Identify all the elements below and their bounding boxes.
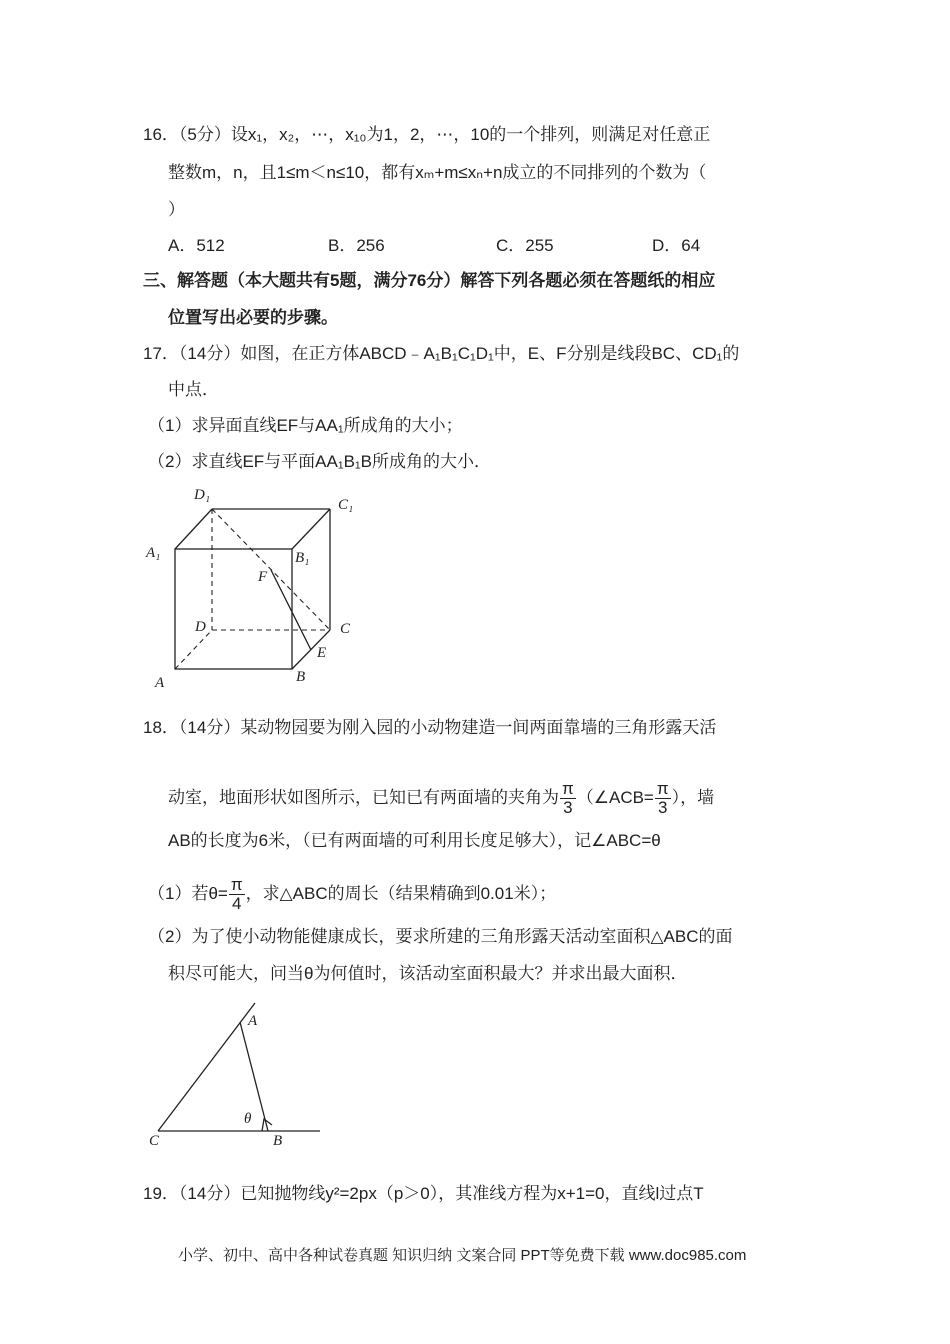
label-e: E	[317, 645, 327, 661]
denominator: 3	[657, 798, 668, 817]
denominator: 3	[563, 798, 573, 817]
label-b1: B₁	[295, 550, 310, 566]
numerator: π	[656, 779, 669, 798]
option-d: D．64	[652, 236, 701, 255]
q18-line3: AB的长度为6米，（已有两面墙的可利用长度足够大），记∠ABC=θ	[168, 831, 661, 850]
q18-part1-text: （1）若θ=	[148, 883, 228, 903]
option-c: C．255	[496, 236, 554, 255]
q18-part2-line1: （2）为了使小动物能健康成长，要求所建的三角形露天活动室面积△ABC的面	[148, 927, 733, 946]
section3-heading-cont: 位置写出必要的步骤。	[168, 308, 338, 327]
label-c: C	[149, 1133, 160, 1149]
label-d: D	[195, 619, 206, 635]
numerator: π	[230, 875, 243, 894]
label-d1: D₁	[194, 487, 211, 503]
label-c: C	[340, 621, 351, 637]
denominator: 4	[231, 894, 242, 913]
label-f: F	[258, 569, 268, 585]
label-a: A	[248, 1013, 258, 1029]
q16-line3: ）	[168, 200, 185, 219]
q16-line2: 整数m，n，且1≤m＜n≤10，都有xₘ+m≤xₙ+n成立的不同排列的个数为（	[168, 163, 707, 182]
label-c1: C₁	[338, 497, 354, 513]
label-a1: A₁	[146, 545, 161, 561]
label-b: B	[273, 1133, 283, 1149]
q18-part1-text-b: ，求△ABC的周长（结果精确到0.01米）；	[245, 883, 557, 903]
option-a: A．512	[168, 236, 225, 255]
q18-line2-text: 动室，地面形状如图所示，已知已有两面墙的夹角为	[168, 787, 559, 807]
label-a: A	[155, 675, 165, 691]
q17-line2: 中点．	[168, 380, 219, 399]
q19-line1: 19．（14分）已知抛物线y²=2px（p＞0），其准线方程为x+1=0，直线l过点T	[143, 1184, 704, 1203]
q16-line1: 16．（5分）设x₁，x₂，⋯，x₁₀为1，2，⋯，10的一个排列，则满足对任意正	[143, 125, 711, 144]
numerator: π	[562, 779, 574, 798]
option-b: B．256	[328, 236, 385, 255]
page-footer: 小学、初中、高中各种试卷真题 知识归纳 文案合同 PPT等免费下载 www.doc985.com	[178, 1247, 747, 1264]
section3-heading: 三、解答题（本大题共有5题，满分76分）解答下列各题必须在答题纸的相应	[143, 271, 716, 290]
q18-line2-text-b: （∠ACB=	[576, 787, 654, 807]
label-b: B	[296, 669, 306, 685]
q17-part1: （1）求异面直线EF与AA₁所成角的大小；	[148, 416, 463, 435]
label-theta: θ	[244, 1111, 252, 1127]
q17-part2: （2）求直线EF与平面AA₁B₁B所成角的大小．	[148, 452, 492, 471]
q18-line2-text-c: ），墙	[671, 787, 715, 807]
q18-line1: 18．（14分）某动物园要为刚入园的小动物建造一间两面靠墙的三角形露天活	[143, 718, 717, 737]
q18-part2-line2: 积尽可能大，问当θ为何值时，该活动室面积最大？并求出最大面积．	[168, 964, 688, 983]
q17-line1: 17．（14分）如图，在正方体ABCD﹣A₁B₁C₁D₁中，E、F分别是线段BC、CD₁的	[143, 344, 740, 363]
